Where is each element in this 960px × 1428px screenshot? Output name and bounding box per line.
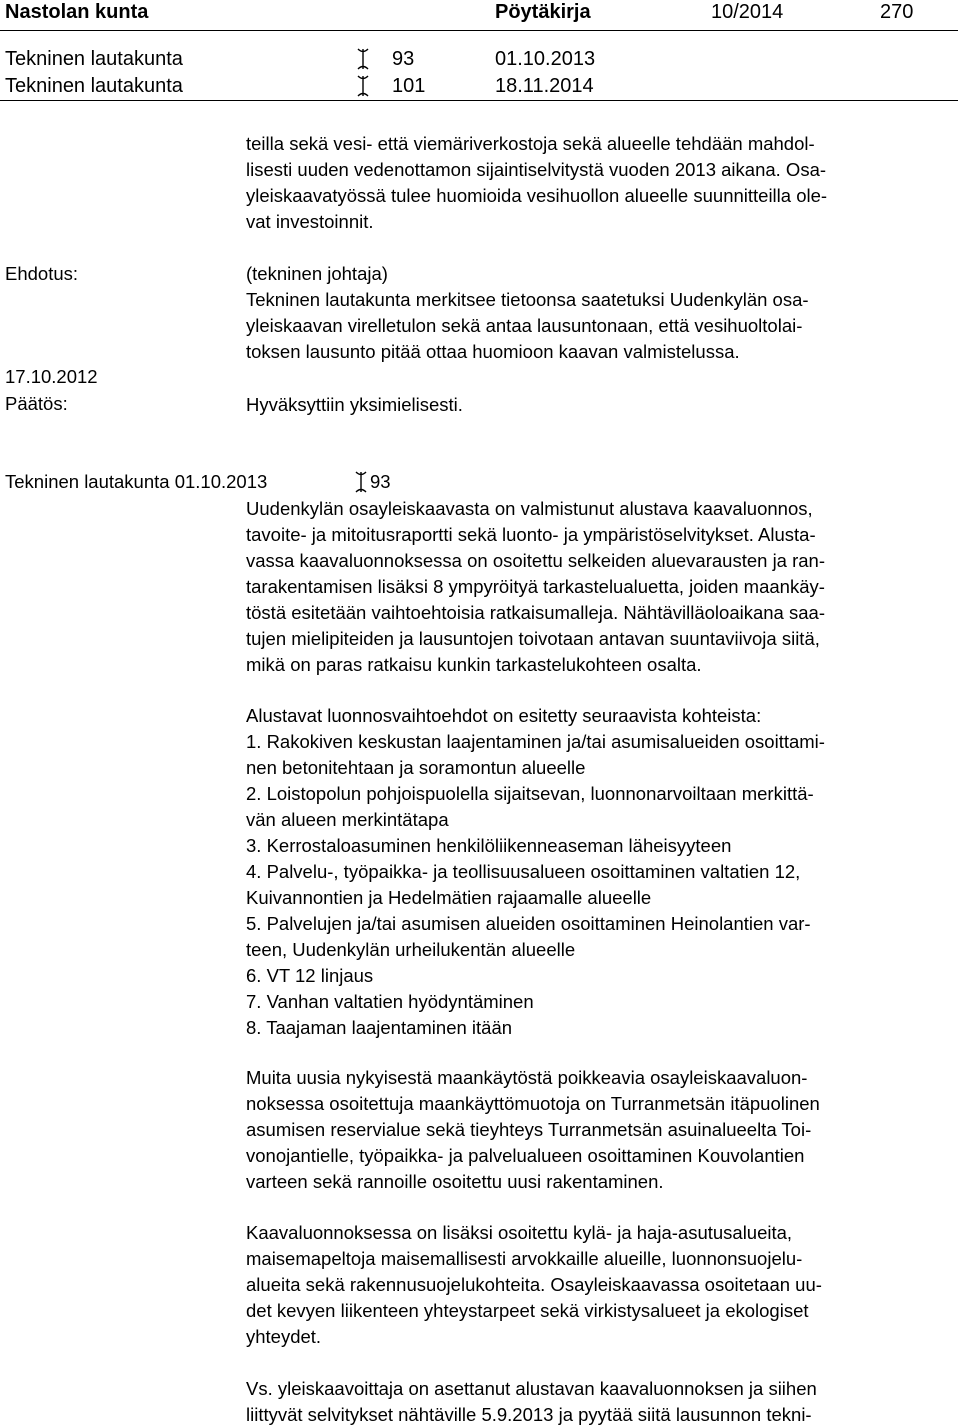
text-line: toksen lausunto pitää ottaa huomioon kaavan valmistelussa. <box>246 341 740 362</box>
text-line: varteen sekä rannoille osoitettu uusi rakentaminen. <box>246 1171 664 1192</box>
ref-body-1: Tekninen lautakunta <box>5 48 183 70</box>
text-line: yleiskaavan virelletulon sekä antaa lausuntonaan, että vesihuoltolai- <box>246 315 803 336</box>
text-line: yleiskaavatyössä tulee huomioida vesihuollon alueelle suunnitteilla ole- <box>246 185 828 206</box>
refs-divider <box>0 100 958 101</box>
text-line: vat investoinnit. <box>246 211 374 232</box>
document-type: Pöytäkirja <box>495 1 591 23</box>
text-line: lisesti uuden vedenottamon sijaintiselvitystä vuoden 2013 aikana. Osa- <box>246 159 827 180</box>
text-line: Kaavaluonnoksessa on lisäksi osoitettu kylä- ja haja-asutusalueita, <box>246 1222 793 1243</box>
ref-section-2: 101 <box>392 75 426 97</box>
section-mark-icon <box>355 471 367 493</box>
text-line: maisemapeltoja maisemallisesti arvokkaille alueille, luonnonsuojelu- <box>246 1248 803 1269</box>
page-number: 270 <box>880 1 914 23</box>
list-item: vän alueen merkintätapa <box>246 809 449 830</box>
section-mark-icon <box>357 75 369 97</box>
text-line: alueita sekä rakennusuojelukohteita. Osayleiskaavassa osoitetaan uu- <box>246 1274 822 1295</box>
section-mark-icon <box>357 48 369 70</box>
section-number: 93 <box>370 471 391 492</box>
ref-body-2: Tekninen lautakunta <box>5 75 183 97</box>
text-line: liittyvät selvitykset nähtäville 5.9.2013 ja pyytää siitä lausunnon tekni- <box>246 1404 812 1425</box>
list-item: 4. Palvelu-, työpaikka- ja teollisuusalueen osoittaminen valtatien 12, <box>246 861 801 882</box>
text-line: det kevyen liikenteen yhteystarpeet sekä virkistysalueet ja ekologiset <box>246 1300 809 1321</box>
ref-date-2: 18.11.2014 <box>495 75 594 97</box>
section-heading <box>5 469 267 495</box>
text-line: Uudenkylän osayleiskaavasta on valmistunut alustava kaavaluonnos, <box>246 498 813 519</box>
list-item: 1. Rakokiven keskustan laajentaminen ja/tai asumisalueiden osoittami- <box>246 731 825 752</box>
issue-number: 10/2014 <box>711 1 784 23</box>
text-line: Muita uusia nykyisestä maankäytöstä poikkeavia osayleiskaavaluon- <box>246 1067 808 1088</box>
list-item: 5. Palvelujen ja/tai asumisen alueiden osoittaminen Heinolantien var- <box>246 913 811 934</box>
text-line: tarakentamisen lisäksi 8 ympyröityä tarkastelualuetta, joiden maankäy- <box>246 576 825 597</box>
text-line: mikä on paras ratkaisu kunkin tarkastelukohteen osalta. <box>246 654 702 675</box>
text-line: Tekninen lautakunta merkitsee tietoonsa saatetuksi Uudenkylän osa- <box>246 289 809 310</box>
ref-date-1: 01.10.2013 <box>495 48 596 70</box>
meeting-date-label: 17.10.2012 <box>5 366 98 387</box>
additional-areas-paragraph <box>246 1220 952 1350</box>
text-line: tujen mielipiteiden ja lausuntojen toivotaan antavan suuntaviivoja siitä, <box>246 628 820 649</box>
paatos-label: Päätös: <box>5 393 68 414</box>
consultation-paragraph <box>246 1376 952 1428</box>
text-line: teilla sekä vesi- että viemäriverkostoja sekä alueelle tehdään mahdol- <box>246 133 815 154</box>
list-item: 8. Taajaman laajentaminen itään <box>246 1017 513 1038</box>
text-line: yhteydet. <box>246 1326 322 1347</box>
list-item: 7. Vanhan valtatien hyödyntäminen <box>246 991 534 1012</box>
ehdotus-label: Ehdotus: <box>5 263 79 284</box>
text-line: vassa kaavaluonnoksessa on osoitettu selkeiden aluevarausten ja ran- <box>246 550 826 571</box>
text-line: asumisen reservialue sekä tieyhteys Turranmetsän asuinalueelta Toi- <box>246 1119 812 1140</box>
text-line: töstä esitetään vaihtoehtoisia ratkaisumalleja. Nähtävilläoloaikana saa- <box>246 602 825 623</box>
list-heading: Alustavat luonnosvaihtoehdot on esitetty seuraavista kohteista: <box>246 705 762 726</box>
text-line: Vs. yleiskaavoittaja on asettanut alustavan kaavaluonnoksen ja siihen <box>246 1378 817 1399</box>
ref-section-1: 93 <box>392 48 415 70</box>
text-line: noksessa osoitettuja maankäyttömuotoja on Turranmetsän itäpuolinen <box>246 1093 820 1114</box>
municipality-name: Nastolan kunta <box>5 1 149 23</box>
text-line: tavoite- ja mitoitusraportti sekä luonto- ja ympäristöselvitykset. Alusta- <box>246 524 816 545</box>
decision-text: Hyväksyttiin yksimielisesti. <box>246 394 463 415</box>
proposal-paragraph <box>246 261 952 365</box>
intro-paragraph <box>246 131 952 235</box>
list-item: 2. Loistopolun pohjoispuolella sijaitsevan, luonnonarvoiltaan merkittä- <box>246 783 814 804</box>
list-item: teen, Uudenkylän urheilukentän alueelle <box>246 939 576 960</box>
list-item: Kuivannontien ja Hedelmätien rajaamalle alueelle <box>246 887 652 908</box>
list-item: 6. VT 12 linjaus <box>246 965 374 986</box>
description-paragraph <box>246 496 952 678</box>
section-heading-text: Tekninen lautakunta 01.10.2013 <box>5 471 268 492</box>
list-item: nen betonitehtaan ja soramontun alueelle <box>246 757 586 778</box>
text-line: vonojantielle, työpaikka- ja palvelualueen osoittaminen Kouvolantien <box>246 1145 805 1166</box>
alternatives-list <box>246 703 952 1041</box>
text-line: (tekninen johtaja) <box>246 263 388 284</box>
header-divider <box>0 30 958 31</box>
list-item: 3. Kerrostaloasuminen henkilöliikenneaseman läheisyyteen <box>246 835 732 856</box>
land-use-paragraph <box>246 1065 952 1195</box>
